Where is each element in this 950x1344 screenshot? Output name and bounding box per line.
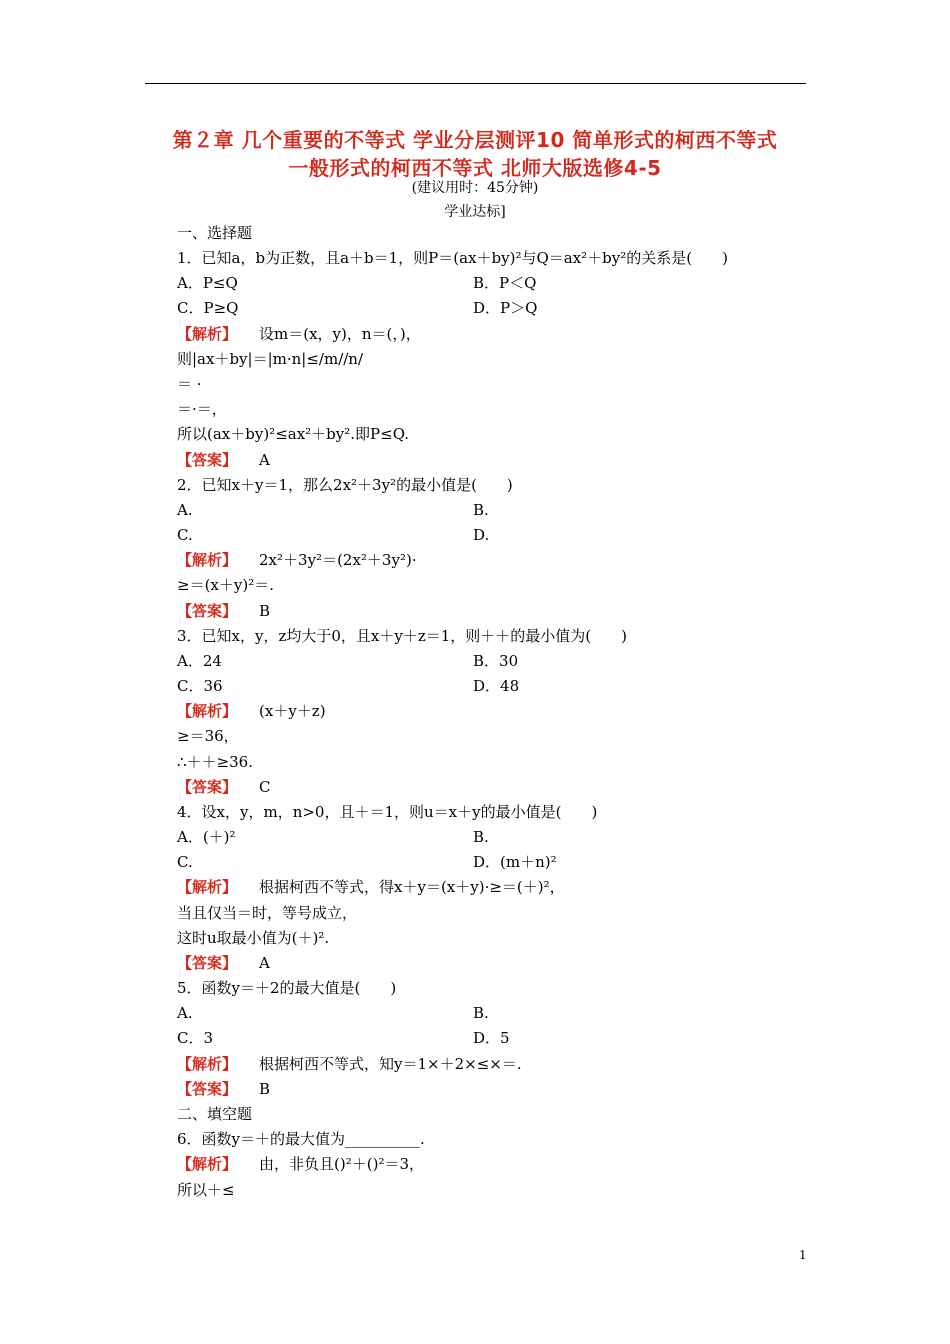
q5-option-b: B. [473,1004,489,1022]
q5-stem: 5．函数y＝＋2的最大值是( ) [177,979,397,997]
q3-stem: 3．已知x，y，z均大于0，且x＋y＋z＝1，则＋＋的最小值为( ) [177,627,628,645]
section-label: 学业达标] [444,204,506,220]
q1-answer: A [259,451,270,469]
q6-analysis-text: 由，非负且()²＋()²＝3， [259,1155,424,1173]
q3-option-c: C．36 [177,677,223,695]
q4-analysis-line-3: 这时u取最小值为(＋)². [177,929,330,947]
analysis-tag: 【解析】 [177,551,238,569]
answer-tag: 【答案】 [177,778,238,796]
q1-stem: 1．已知a，b为正数，且a＋b＝1，则P＝(ax＋by)²与Q＝ax²＋by²的关系是( ) [177,249,728,267]
q6-analysis-line-2: 所以＋≤ [177,1181,235,1199]
q3-analysis-line [177,702,326,720]
q1-analysis-line-2: 则|ax＋by|＝|m·n|≤/m//n/ [177,350,364,368]
q3-answer: C [259,778,271,796]
q3-option-a: A．24 [177,652,222,670]
q4-answer-line [177,954,270,972]
q4-analysis-text: 根据柯西不等式，得x＋y＝(x＋y)·≥＝(＋)²， [259,878,565,896]
q2-answer: B [259,602,271,620]
time-note: (建议用时：45分钟) [411,180,539,196]
q1-option-b: B．P＜Q [473,274,537,292]
q5-answer: B [259,1080,271,1098]
q5-option-a: A. [177,1004,193,1022]
q1-analysis-text: 设m＝(x，y)，n＝(，)， [259,325,421,343]
q3-option-b: B．30 [473,652,519,670]
q2-answer-line [177,602,270,620]
q1-answer-line [177,451,270,469]
q2-option-b: B. [473,501,489,519]
analysis-tag: 【解析】 [177,702,238,720]
top-rule [145,83,806,84]
q2-option-a: A. [177,501,193,519]
part1-heading: 一、选择题 [177,224,253,242]
q1-option-d: D．P＞Q [473,299,538,317]
analysis-tag: 【解析】 [177,325,238,343]
q1-analysis-line-3: ＝ · [177,375,202,393]
part2-heading: 二、填空题 [177,1105,253,1123]
q3-analysis-text: (x＋y＋z) [259,702,326,720]
q4-answer: A [259,954,270,972]
q3-analysis-line-2: ≥＝36， [177,727,239,745]
q3-analysis-line-3: ∴＋＋≥36. [177,753,253,771]
q4-option-c: C. [177,853,193,871]
q5-analysis-line [177,1055,522,1073]
q1-analysis-line-5: 所以(ax＋by)²≤ax²＋by².即P≤Q. [177,425,410,443]
q2-option-d: D. [473,526,490,544]
q2-analysis-line-2: ≥＝(x＋y)²＝. [177,576,274,594]
q5-option-c: C．3 [177,1029,214,1047]
q5-analysis-text: 根据柯西不等式，知y＝1×＋2×≤×＝. [259,1055,522,1073]
answer-tag: 【答案】 [177,1080,238,1098]
q4-option-a: A．(＋)² [177,828,236,846]
answer-tag: 【答案】 [177,954,238,972]
q1-analysis-line-4: ＝·＝， [177,400,227,418]
answer-tag: 【答案】 [177,451,238,469]
q4-stem: 4．设x，y，m，n>0，且＋＝1，则u＝x＋y的最小值是( ) [177,803,598,821]
analysis-tag: 【解析】 [177,1155,238,1173]
q2-analysis-text: 2x²＋3y²＝(2x²＋3y²)· [259,551,417,569]
q2-option-c: C. [177,526,193,544]
q3-option-d: D．48 [473,677,520,695]
q2-stem: 2．已知x＋y＝1，那么2x²＋3y²的最小值是( ) [177,476,513,494]
q4-analysis-line [177,878,565,896]
analysis-tag: 【解析】 [177,1055,238,1073]
q5-option-d: D．5 [473,1029,510,1047]
q1-option-c: C．P≥Q [177,299,239,317]
page-number: 1 [799,1248,807,1262]
q5-answer-line [177,1080,270,1098]
q3-answer-line [177,778,271,796]
doc-title-line2: 一般形式的柯西不等式 北师大版选修4-5 [288,156,662,180]
answer-tag: 【答案】 [177,602,238,620]
q2-analysis-line [177,551,417,569]
q1-option-a: A．P≤Q [177,274,238,292]
q4-analysis-line-2: 当且仅当＝时，等号成立， [177,904,358,922]
q4-option-d: D．(m＋n)² [473,853,557,871]
q4-option-b: B. [473,828,489,846]
analysis-tag: 【解析】 [177,878,238,896]
q6-analysis-line [177,1155,424,1173]
doc-title-line1: 第２章 几个重要的不等式 学业分层测评10 简单形式的柯西不等式 [172,128,778,152]
q1-analysis-line [177,325,421,343]
q6-stem: 6．函数y＝＋的最大值为__________. [177,1130,425,1148]
